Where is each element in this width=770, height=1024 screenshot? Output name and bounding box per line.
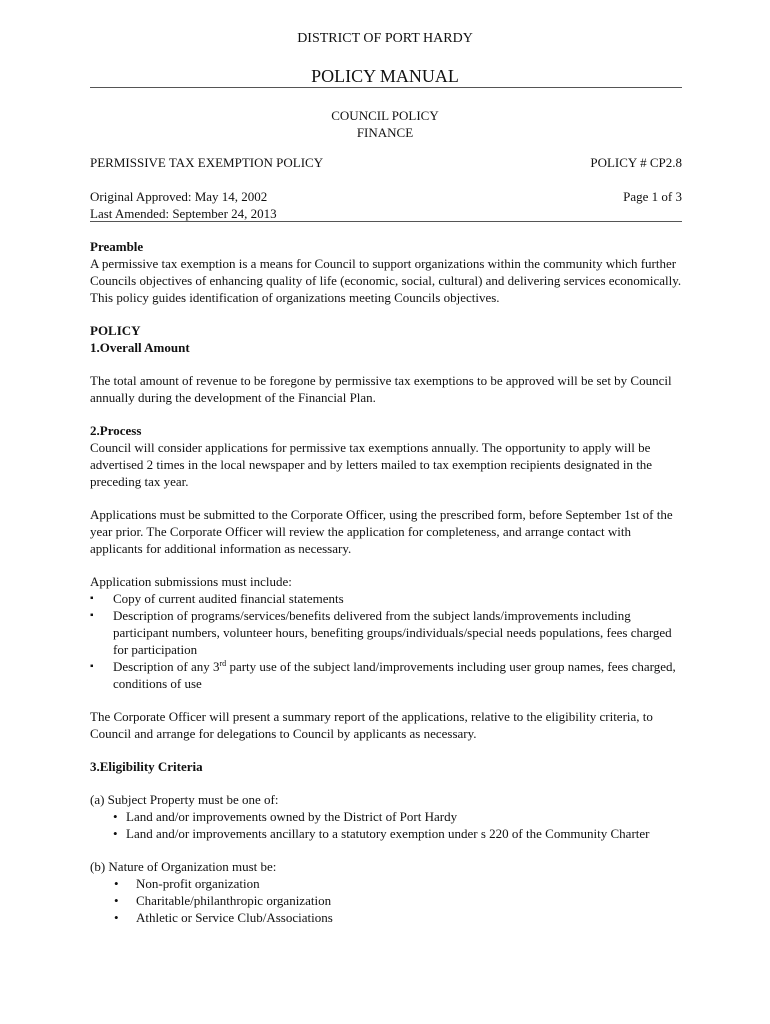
page-info: Page 1 of 3 [623, 189, 682, 204]
original-approved: Original Approved: May 14, 2002 [90, 189, 268, 204]
bullet-icon: • [114, 893, 119, 908]
bullet-icon: • [114, 910, 119, 925]
organization-intro: (b) Nature of Organization must be: [90, 859, 277, 874]
property-intro: (a) Subject Property must be one of: [90, 792, 279, 807]
title-divider [90, 87, 682, 88]
preamble-text: A permissive tax exemption is a means for Council to support organizations within the community which further Councils objectives of enhancing quality of life (economic, social, cultural) and delivering services economically. This policy guides identification of organizations meeting Councils objectives. [90, 256, 682, 305]
bullet-icon: • [114, 876, 119, 891]
policy-title-row [90, 154, 682, 171]
applications-text: Applications must be submitted to the Corporate Officer, using the prescribed form, before September 1st of the year prior. The Corporate Officer will review the application for completeness, and arrange contact with applicants for additional information as necessary. [90, 507, 673, 556]
policy-category: COUNCIL POLICY [331, 108, 439, 123]
submissions-intro: Application submissions must include: [90, 574, 292, 589]
list-item: ▪ Copy of current audited financial statements [90, 591, 344, 606]
organization-list [90, 875, 685, 926]
policy-number: POLICY # CP2.8 [590, 155, 682, 170]
summary-report-text: The Corporate Officer will present a summary report of the applications, relative to the eligibility criteria, to Council and arrange for delegations to Council by applicants as necessary. [90, 709, 653, 741]
square-bullet-icon: ▪ [90, 661, 94, 672]
list-item: • Athletic or Service Club/Associations [114, 910, 333, 925]
square-bullet-icon: ▪ [90, 610, 94, 621]
list-item: ▪ Description of any 3rd party use of the subject land/improvements including user group names, fees charged, conditions of use [90, 659, 676, 691]
amended-row [90, 205, 682, 222]
process-heading: 2.Process [90, 423, 142, 438]
property-list [90, 808, 685, 842]
approval-row [90, 188, 682, 205]
policy-body [90, 238, 685, 926]
policy-category-block [0, 107, 770, 141]
list-item: • Non-profit organization [114, 876, 260, 891]
process-text: Council will consider applications for permissive tax exemptions annually. The opportunity to apply will be advertised 2 times in the local newspaper and by letters mailed to tax exemption recipients designated in the preceding tax year. [90, 440, 653, 489]
district-name: DISTRICT OF PORT HARDY [297, 31, 473, 46]
list-item: ▪ Description of programs/services/benefits delivered from the subject lands/improvements including participant numbers, volunteer hours, benefiting groups/individuals/special needs populations, fees charged for participation [90, 608, 672, 657]
list-item: • Land and/or improvements ancillary to a statutory exemption under s 220 of the Community Charter [113, 826, 650, 841]
bullet-icon: • [113, 809, 118, 824]
preamble-heading: Preamble [90, 239, 144, 254]
last-amended: Last Amended: September 24, 2013 [90, 206, 277, 221]
bullet-icon: • [113, 826, 118, 841]
header-divider [90, 221, 682, 222]
submissions-list [90, 590, 685, 692]
policy-name: PERMISSIVE TAX EXEMPTION POLICY [90, 155, 324, 170]
list-item: • Charitable/philanthropic organization [114, 893, 332, 908]
square-bullet-icon: ▪ [90, 593, 94, 604]
manual-title: POLICY MANUAL [311, 66, 459, 86]
overall-amount-heading: 1.Overall Amount [90, 340, 190, 355]
policy-subcategory: FINANCE [356, 125, 414, 140]
policy-heading: POLICY [90, 323, 141, 338]
list-item: • Land and/or improvements owned by the District of Port Hardy [113, 809, 458, 824]
overall-amount-text: The total amount of revenue to be foregone by permissive tax exemptions to be approved will be set by Council annually during the development of the Financial Plan. [90, 373, 672, 405]
eligibility-heading: 3.Eligibility Criteria [90, 759, 203, 774]
